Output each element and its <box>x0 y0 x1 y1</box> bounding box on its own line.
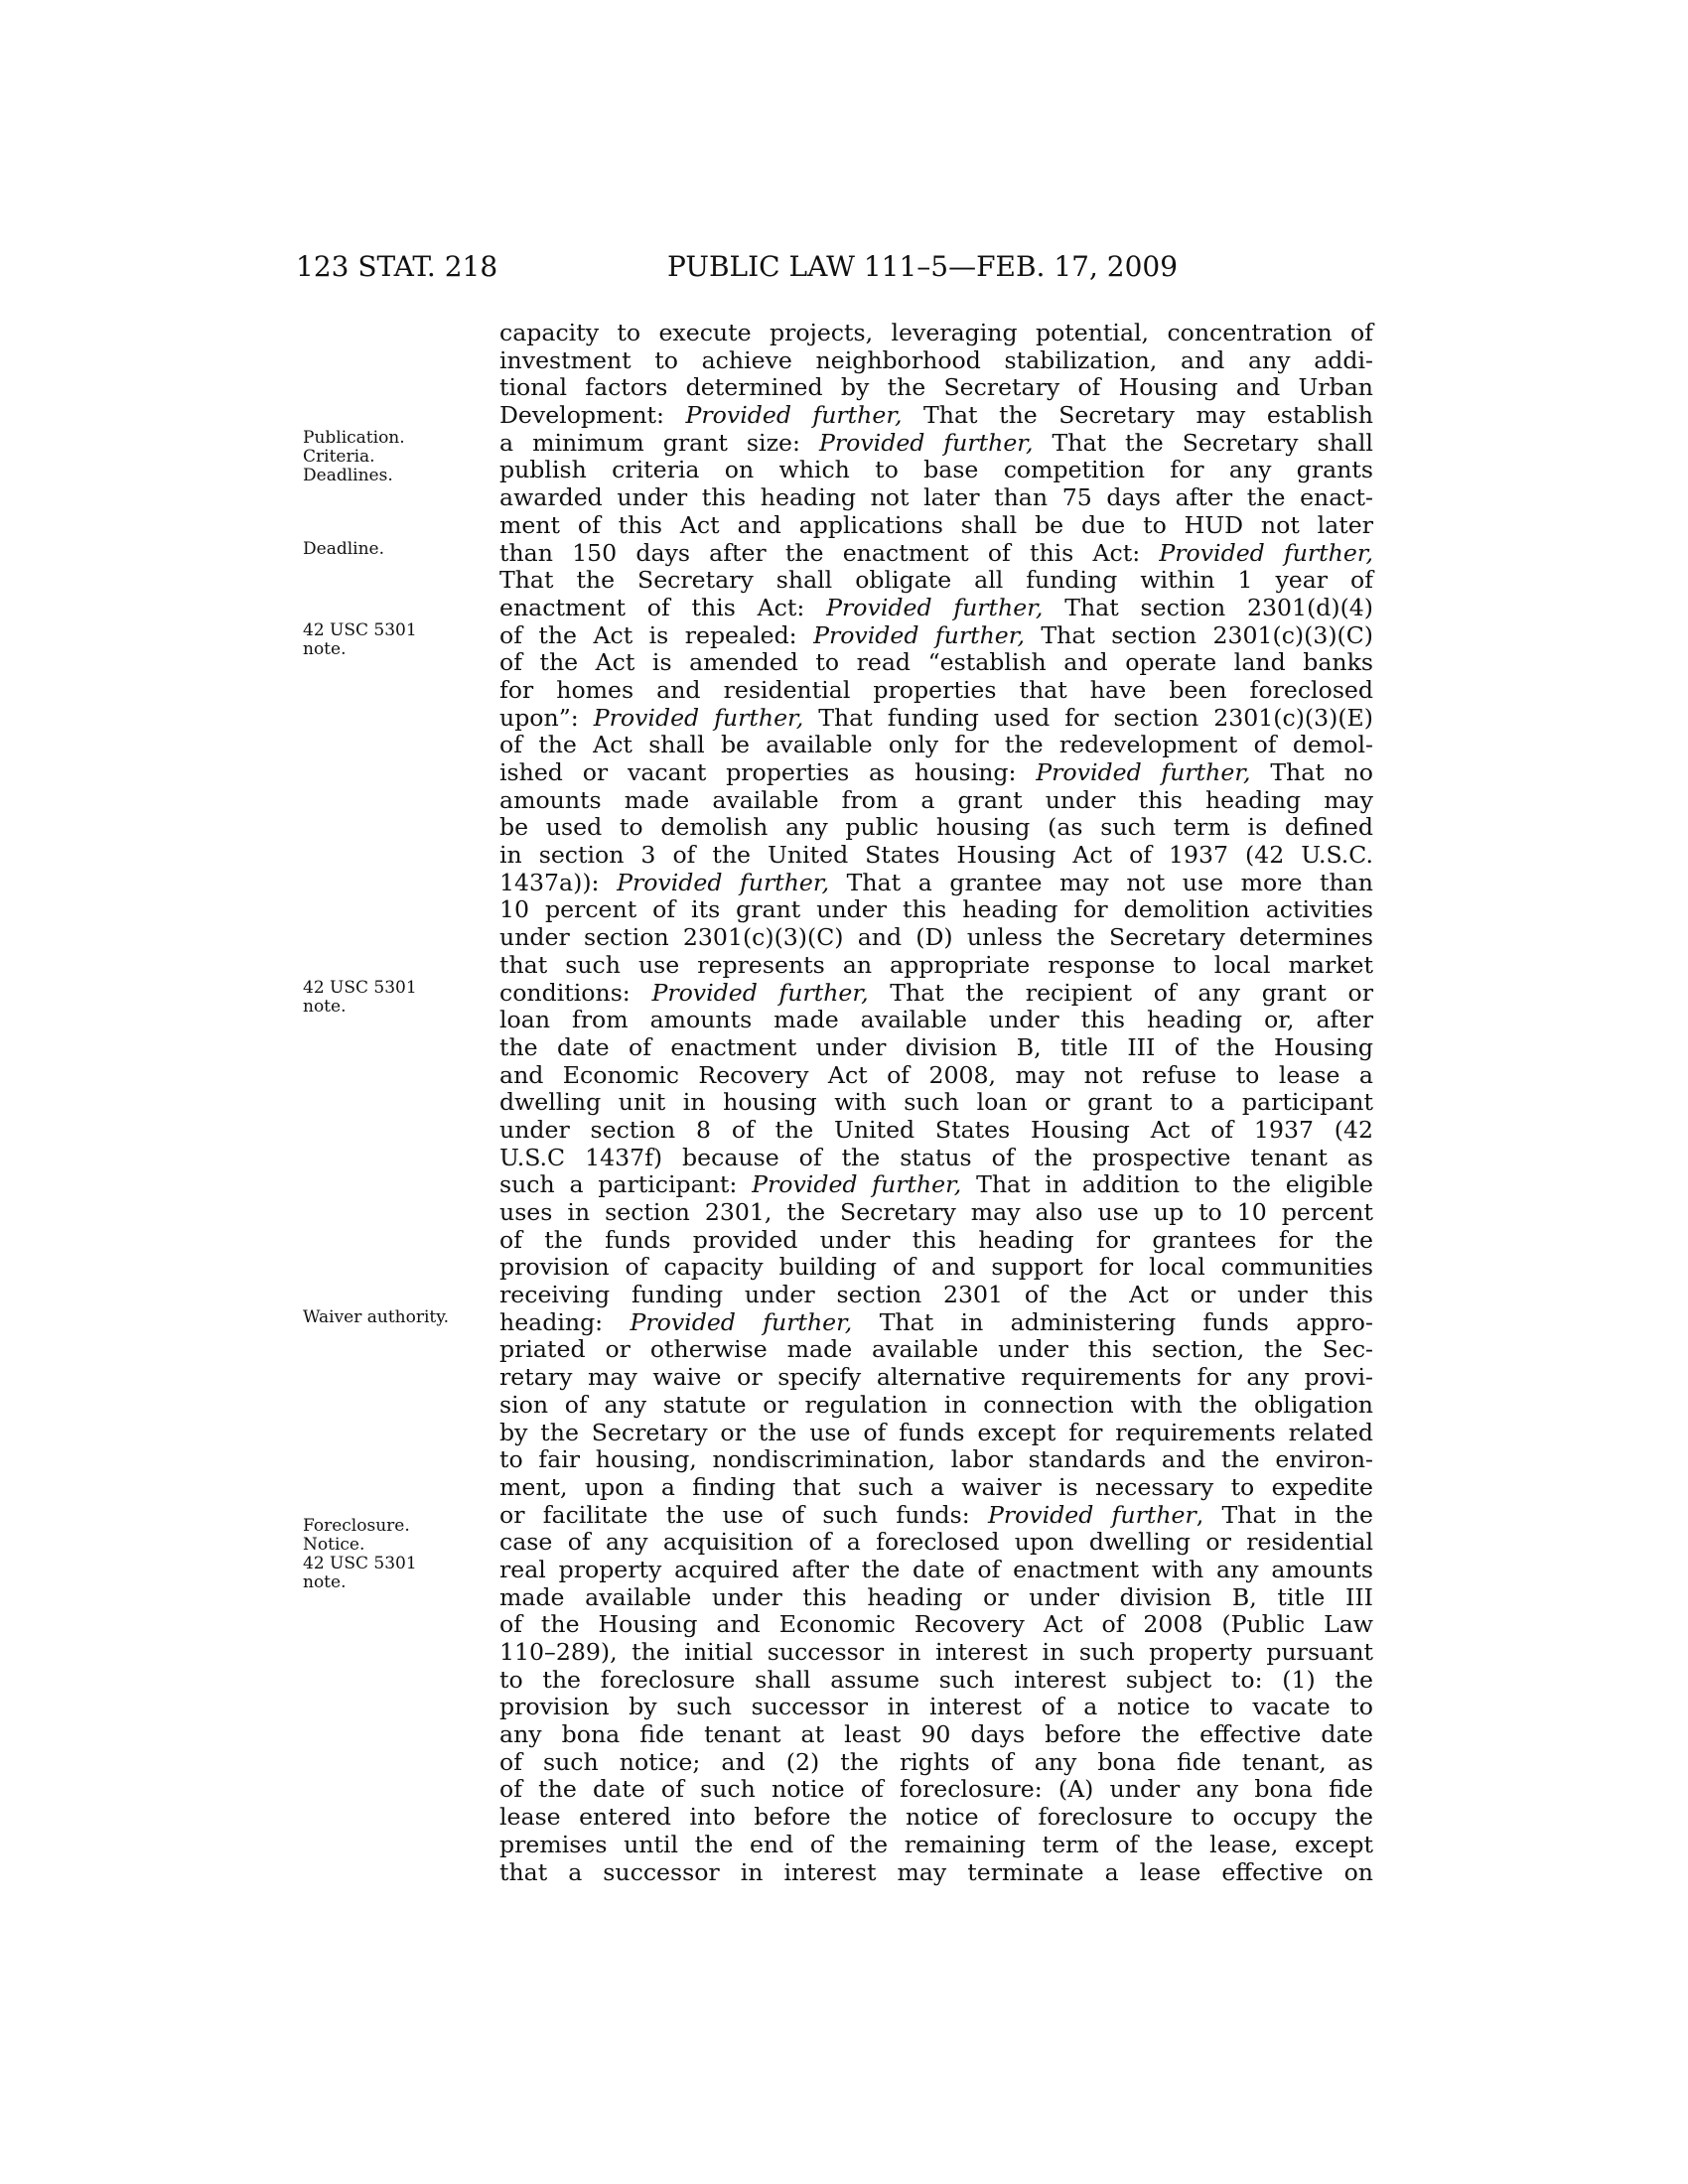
margin-note-foreclosure <box>303 1517 417 1592</box>
body-text-line: made available under this heading or under division B, title III <box>499 1582 1373 1611</box>
margin-note-usc-1 <box>303 621 417 659</box>
body-text-line: real property acquired after the date of enactment with any amounts <box>499 1555 1373 1583</box>
body-text-line: enactment of this Act: Provided further, That section 2301(d)(4) <box>499 593 1373 621</box>
body-text-line: by the Secretary or the use of funds except for requirements related <box>499 1418 1373 1446</box>
margin-note-publication <box>303 429 405 485</box>
law-title: PUBLIC LAW 111–5—FEB. 17, 2009 <box>667 250 1179 283</box>
body-text-line: Development: Provided further, That the Secretary may establish <box>499 401 1373 430</box>
body-text-line: to fair housing, nondiscrimination, labor standards and the environ- <box>499 1445 1373 1474</box>
body-text-line: loan from amounts made available under this heading or, after <box>499 1006 1373 1034</box>
body-text-line: of such notice; and (2) the rights of any bona fide tenant, as <box>499 1747 1373 1776</box>
body-text-line: case of any acquisition of a foreclosed upon dwelling or residential <box>499 1528 1373 1557</box>
body-text-line: priated or otherwise made available under this section, the Sec- <box>499 1335 1373 1364</box>
body-text-line: under section 8 of the United States Housing Act of 1937 (42 <box>499 1115 1373 1144</box>
body-text-line: receiving funding under section 2301 of the Act or under this <box>499 1281 1373 1309</box>
margin-note-line: 42 USC 5301 <box>303 1554 417 1573</box>
body-text-line: that such use represents an appropriate response to local market <box>499 950 1373 979</box>
margin-note-waiver <box>303 1308 449 1327</box>
margin-note-line: note. <box>303 997 347 1017</box>
margin-note-line: note. <box>303 1572 347 1592</box>
body-text-line: of the Act is repealed: Provided further, That section 2301(c)(3)(C) <box>499 620 1373 649</box>
body-text-line: heading: Provided further, That in administering funds appro- <box>499 1307 1373 1336</box>
body-text-line: retary may waive or specify alternative requirements for any provi- <box>499 1363 1373 1392</box>
body-text-line: 110–289), the initial successor in interest in such property pursuant <box>499 1638 1373 1666</box>
body-text-line: 1437a)): Provided further, That a grantee may not use more than <box>499 868 1373 896</box>
body-text-line: amounts made available from a grant under this heading may <box>499 785 1373 814</box>
body-text-line: U.S.C 1437f) because of the status of the prospective tenant as <box>499 1143 1373 1171</box>
body-text-line: uses in section 2301, the Secretary may also use up to 10 percent <box>499 1198 1373 1226</box>
statute-body-text <box>499 320 1373 1886</box>
margin-note-line: Foreclosure. <box>303 1516 410 1536</box>
body-text-line: ished or vacant properties as housing: Provided further, That no <box>499 758 1373 786</box>
body-text-line: the date of enactment under division B, title III of the Housing <box>499 1032 1373 1061</box>
body-text-line: be used to demolish any public housing (as such term is defined <box>499 813 1373 842</box>
body-text-line: provision by such successor in interest of a notice to vacate to <box>499 1693 1373 1721</box>
body-text-line: of the date of such notice of foreclosure: (A) under any bona fide <box>499 1775 1373 1804</box>
margin-note-line: note. <box>303 639 347 659</box>
body-text-line: That the Secretary shall obligate all funding within 1 year of <box>499 566 1373 595</box>
body-text-line: a minimum grant size: Provided further, That the Secretary shall <box>499 428 1373 457</box>
body-text-line: and Economic Recovery Act of 2008, may not refuse to lease a <box>499 1060 1373 1089</box>
body-text-line: such a participant: Provided further, That in addition to the eligible <box>499 1170 1374 1199</box>
body-text-line: lease entered into before the notice of foreclosure to occupy the <box>499 1803 1373 1832</box>
body-text-line: that a successor in interest may terminate a lease effective on <box>499 1857 1373 1886</box>
body-text-line: of the Act is amended to read “establish and operate land banks <box>499 648 1373 677</box>
margin-note-line: Deadlines. <box>303 466 393 485</box>
margin-note-line: 42 USC 5301 <box>303 620 417 640</box>
body-text-line: 10 percent of its grant under this heading for demolition activities <box>499 895 1373 924</box>
body-text-line: capacity to execute projects, leveraging potential, concentration of <box>499 319 1373 346</box>
body-text-line: of the Act shall be available only for the redevelopment of demol- <box>499 731 1373 759</box>
body-text-line: for homes and residential properties that have been foreclosed <box>499 675 1373 704</box>
body-text-line: provision of capacity building of and support for local communities <box>499 1253 1373 1282</box>
margin-note-line: Notice. <box>303 1535 365 1555</box>
body-text-line: ment, upon a finding that such a waiver is necessary to expedite <box>499 1472 1373 1501</box>
margin-note-usc-2 <box>303 979 417 1017</box>
body-text-line: awarded under this heading not later than 75 days after the enact- <box>499 483 1373 512</box>
margin-note-line: 42 USC 5301 <box>303 978 417 998</box>
body-text-line: of the funds provided under this heading for grantees for the <box>499 1225 1373 1254</box>
body-text-line: of the Housing and Economic Recovery Act of 2008 (Public Law <box>499 1610 1373 1639</box>
body-text-line: under section 2301(c)(3)(C) and (D) unless the Secretary determines <box>499 923 1373 952</box>
margin-note-line: Deadline. <box>303 539 384 559</box>
margin-note-line: Waiver authority. <box>303 1307 450 1327</box>
body-text-line: dwelling unit in housing with such loan or grant to a participant <box>499 1088 1373 1117</box>
body-text-line: any bona fide tenant at least 90 days before the effective date <box>499 1720 1373 1749</box>
body-text-line: or facilitate the use of such funds: Provided further, That in the <box>499 1500 1373 1529</box>
body-text-line: conditions: Provided further, That the recipient of any grant or <box>499 978 1374 1007</box>
margin-note-line: Publication. <box>303 428 405 448</box>
margin-note-deadline <box>303 540 384 559</box>
body-text-line: in section 3 of the United States Housing Act of 1937 (42 U.S.C. <box>499 841 1373 870</box>
body-text-line: than 150 days after the enactment of this Act: Provided further, <box>499 538 1374 567</box>
body-text-line: sion of any statute or regulation in connection with the obligation <box>499 1390 1373 1419</box>
body-text-line: tional factors determined by the Secretary of Housing and Urban <box>499 373 1373 402</box>
body-text-line: premises until the end of the remaining term of the lease, except <box>499 1830 1373 1858</box>
body-text-line: ment of this Act and applications shall be due to HUD not later <box>499 510 1373 539</box>
stat-reference: 123 STAT. 218 <box>296 250 498 283</box>
body-text-line: upon”: Provided further, That funding used for section 2301(c)(3)(E) <box>499 703 1373 732</box>
body-text-line: publish criteria on which to base competition for any grants <box>499 456 1373 484</box>
body-text-line: investment to achieve neighborhood stabilization, and any addi- <box>499 345 1373 374</box>
margin-note-line: Criteria. <box>303 447 375 467</box>
body-text-line: to the foreclosure shall assume such interest subject to: (1) the <box>499 1665 1373 1694</box>
